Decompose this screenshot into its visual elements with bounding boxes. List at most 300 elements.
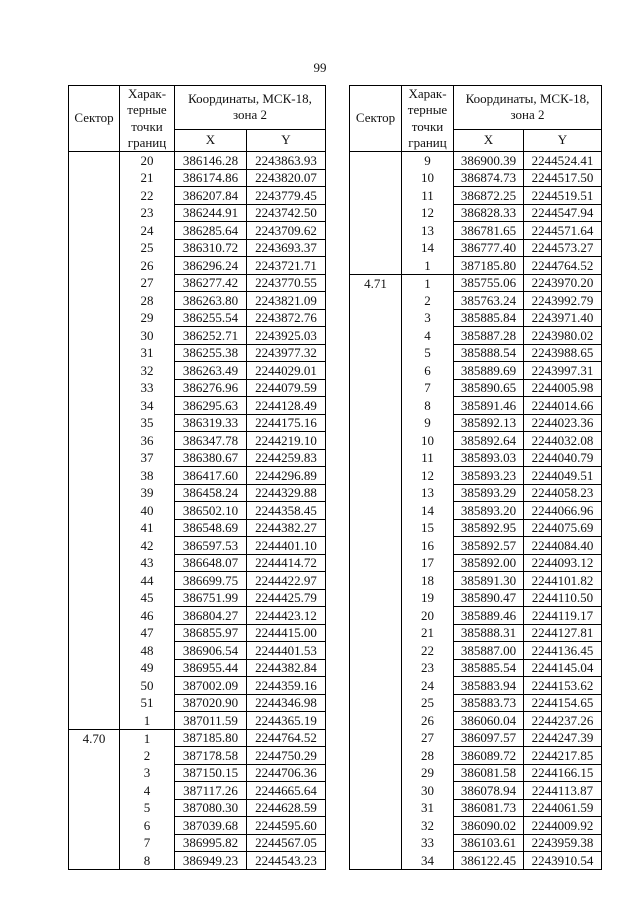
- x-coordinate-cell: 386781.65: [454, 222, 524, 240]
- table-row: [350, 362, 602, 380]
- point-cell: 44: [120, 572, 175, 590]
- header-x: X: [175, 129, 247, 151]
- y-coordinate-cell: 2243959.38: [524, 834, 602, 852]
- sector-cell: [69, 152, 120, 170]
- sector-cell: [350, 309, 402, 327]
- point-cell: 14: [402, 239, 454, 257]
- y-coordinate-cell: 2244423.12: [247, 607, 326, 625]
- y-coordinate-cell: 2243779.45: [247, 187, 326, 205]
- header-points: Харак-терные точки границ: [120, 86, 175, 152]
- y-coordinate-cell: 2243770.55: [247, 274, 326, 292]
- y-coordinate-cell: 2244259.83: [247, 449, 326, 467]
- y-coordinate-cell: 2244573.27: [524, 239, 602, 257]
- sector-cell: [350, 362, 402, 380]
- point-cell: 9: [402, 152, 454, 170]
- point-cell: 41: [120, 519, 175, 537]
- sector-cell: [350, 414, 402, 432]
- point-cell: 11: [402, 449, 454, 467]
- x-coordinate-cell: 385883.94: [454, 677, 524, 695]
- point-cell: 30: [402, 782, 454, 800]
- y-coordinate-cell: 2243863.93: [247, 152, 326, 170]
- sector-cell: [350, 589, 402, 607]
- point-cell: 29: [402, 764, 454, 782]
- sector-cell: [350, 642, 402, 660]
- y-coordinate-cell: 2243910.54: [524, 852, 602, 870]
- point-cell: 6: [120, 817, 175, 835]
- point-cell: 5: [402, 344, 454, 362]
- x-coordinate-cell: 386648.07: [175, 554, 247, 572]
- x-coordinate-cell: 386263.49: [175, 362, 247, 380]
- y-coordinate-cell: 2243970.20: [524, 274, 602, 292]
- x-coordinate-cell: 386949.23: [175, 852, 247, 870]
- sector-cell: [350, 502, 402, 520]
- y-coordinate-cell: 2244145.04: [524, 659, 602, 677]
- table-row: [350, 344, 602, 362]
- sector-cell: [350, 659, 402, 677]
- sector-cell: [69, 169, 120, 187]
- x-coordinate-cell: 385892.95: [454, 519, 524, 537]
- sector-cell: [69, 624, 120, 642]
- coordinates-table-right: [349, 85, 602, 870]
- y-coordinate-cell: 2244014.66: [524, 397, 602, 415]
- point-cell: 24: [402, 677, 454, 695]
- sector-cell: [69, 747, 120, 765]
- x-coordinate-cell: 385888.54: [454, 344, 524, 362]
- sector-cell: [350, 257, 402, 275]
- y-coordinate-cell: 2244079.59: [247, 379, 326, 397]
- x-coordinate-cell: 386263.80: [175, 292, 247, 310]
- y-coordinate-cell: 2244329.88: [247, 484, 326, 502]
- point-cell: 27: [120, 274, 175, 292]
- sector-cell: [69, 379, 120, 397]
- point-cell: 3: [120, 764, 175, 782]
- sector-cell: [350, 239, 402, 257]
- sector-cell: [69, 677, 120, 695]
- point-cell: 7: [120, 834, 175, 852]
- table-row: [69, 309, 326, 327]
- x-coordinate-cell: 387185.80: [175, 729, 247, 747]
- table-row: [69, 799, 326, 817]
- y-coordinate-cell: 2244005.98: [524, 379, 602, 397]
- sector-cell: [350, 292, 402, 310]
- x-coordinate-cell: 386174.86: [175, 169, 247, 187]
- table-row: [350, 484, 602, 502]
- y-coordinate-cell: 2244219.10: [247, 432, 326, 450]
- table-body: [350, 152, 602, 870]
- y-coordinate-cell: 2244524.41: [524, 152, 602, 170]
- point-cell: 31: [402, 799, 454, 817]
- y-coordinate-cell: 2244136.45: [524, 642, 602, 660]
- sector-cell: [350, 817, 402, 835]
- table-row: [350, 379, 602, 397]
- header-sector: Сектор: [69, 86, 120, 152]
- table-row: [69, 834, 326, 852]
- sector-cell: [350, 782, 402, 800]
- point-cell: 6: [402, 362, 454, 380]
- sector-cell: [350, 379, 402, 397]
- x-coordinate-cell: 386906.54: [175, 642, 247, 660]
- table-row: [69, 589, 326, 607]
- sector-cell: [350, 747, 402, 765]
- sector-cell: [69, 274, 120, 292]
- point-cell: 21: [120, 169, 175, 187]
- y-coordinate-cell: 2243709.62: [247, 222, 326, 240]
- header-coordinates: Координаты, МСК-18, зона 2: [175, 86, 326, 130]
- table-row: [350, 204, 602, 222]
- sector-cell: [69, 799, 120, 817]
- sector-cell: [69, 659, 120, 677]
- table-row: [350, 764, 602, 782]
- point-cell: 48: [120, 642, 175, 660]
- point-cell: 28: [402, 747, 454, 765]
- point-cell: 43: [120, 554, 175, 572]
- sector-cell: [350, 852, 402, 870]
- y-coordinate-cell: 2244237.26: [524, 712, 602, 730]
- x-coordinate-cell: 385893.20: [454, 502, 524, 520]
- x-coordinate-cell: 385883.73: [454, 694, 524, 712]
- sector-cell: [350, 694, 402, 712]
- table-row: [350, 694, 602, 712]
- point-cell: 11: [402, 187, 454, 205]
- table-row: [69, 764, 326, 782]
- x-coordinate-cell: 386081.58: [454, 764, 524, 782]
- sector-cell: [350, 169, 402, 187]
- x-coordinate-cell: 386285.64: [175, 222, 247, 240]
- header-coordinates: Координаты, МСК-18, зона 2: [454, 86, 602, 130]
- table-row: [350, 589, 602, 607]
- x-coordinate-cell: 387178.58: [175, 747, 247, 765]
- point-cell: 13: [402, 484, 454, 502]
- table-row: [350, 729, 602, 747]
- table-row: [69, 222, 326, 240]
- x-coordinate-cell: 387185.80: [454, 257, 524, 275]
- sector-cell: [69, 554, 120, 572]
- x-coordinate-cell: 387002.09: [175, 677, 247, 695]
- point-cell: 8: [402, 397, 454, 415]
- y-coordinate-cell: 2244543.23: [247, 852, 326, 870]
- table-row: [69, 659, 326, 677]
- sector-cell: [350, 519, 402, 537]
- table-row: [69, 852, 326, 870]
- sector-cell: [350, 187, 402, 205]
- sector-cell: [350, 712, 402, 730]
- x-coordinate-cell: 385891.46: [454, 397, 524, 415]
- x-coordinate-cell: 385889.46: [454, 607, 524, 625]
- point-cell: 50: [120, 677, 175, 695]
- x-coordinate-cell: 387150.15: [175, 764, 247, 782]
- point-cell: 2: [120, 747, 175, 765]
- point-cell: 9: [402, 414, 454, 432]
- table-row: [69, 239, 326, 257]
- table-row: [69, 362, 326, 380]
- x-coordinate-cell: 386855.97: [175, 624, 247, 642]
- point-cell: 16: [402, 537, 454, 555]
- header-sector: Сектор: [350, 86, 402, 152]
- table-row: [350, 747, 602, 765]
- y-coordinate-cell: 2244127.81: [524, 624, 602, 642]
- sector-cell: [69, 589, 120, 607]
- y-coordinate-cell: 2243821.09: [247, 292, 326, 310]
- x-coordinate-cell: 386874.73: [454, 169, 524, 187]
- y-coordinate-cell: 2244628.59: [247, 799, 326, 817]
- x-coordinate-cell: 386804.27: [175, 607, 247, 625]
- x-coordinate-cell: 385892.00: [454, 554, 524, 572]
- point-cell: 29: [120, 309, 175, 327]
- table-row: [69, 729, 326, 747]
- y-coordinate-cell: 2243977.32: [247, 344, 326, 362]
- point-cell: 4: [120, 782, 175, 800]
- point-cell: 5: [120, 799, 175, 817]
- sector-cell: [69, 519, 120, 537]
- y-coordinate-cell: 2244175.16: [247, 414, 326, 432]
- point-cell: 25: [402, 694, 454, 712]
- sector-cell: [69, 642, 120, 660]
- sector-cell: [69, 834, 120, 852]
- point-cell: 51: [120, 694, 175, 712]
- x-coordinate-cell: 386597.53: [175, 537, 247, 555]
- y-coordinate-cell: 2244517.50: [524, 169, 602, 187]
- table-row: [69, 677, 326, 695]
- point-cell: 24: [120, 222, 175, 240]
- point-cell: 40: [120, 502, 175, 520]
- sector-cell: [350, 397, 402, 415]
- table-row: [350, 414, 602, 432]
- sector-cell: [69, 607, 120, 625]
- sector-cell: [350, 624, 402, 642]
- sector-cell: [350, 152, 402, 170]
- y-coordinate-cell: 2244401.10: [247, 537, 326, 555]
- y-coordinate-cell: 2244119.17: [524, 607, 602, 625]
- page-number: 99: [313, 60, 327, 75]
- x-coordinate-cell: 386310.72: [175, 239, 247, 257]
- table-row: [350, 537, 602, 555]
- table-row: [350, 519, 602, 537]
- table-row: [69, 379, 326, 397]
- point-cell: 42: [120, 537, 175, 555]
- point-cell: 26: [120, 257, 175, 275]
- sector-cell: [350, 834, 402, 852]
- sector-cell: [69, 484, 120, 502]
- sector-cell: 4.70: [69, 729, 120, 747]
- table-row: [69, 449, 326, 467]
- table-row: [350, 169, 602, 187]
- sector-cell: [350, 467, 402, 485]
- point-cell: 37: [120, 449, 175, 467]
- sector-cell: [69, 712, 120, 730]
- y-coordinate-cell: 2244571.64: [524, 222, 602, 240]
- point-cell: 36: [120, 432, 175, 450]
- y-coordinate-cell: 2244595.60: [247, 817, 326, 835]
- point-cell: 35: [120, 414, 175, 432]
- y-coordinate-cell: 2243997.31: [524, 362, 602, 380]
- y-coordinate-cell: 2244382.27: [247, 519, 326, 537]
- x-coordinate-cell: 386955.44: [175, 659, 247, 677]
- y-coordinate-cell: 2244665.64: [247, 782, 326, 800]
- table-row: [69, 274, 326, 292]
- x-coordinate-cell: 385888.31: [454, 624, 524, 642]
- sector-cell: [350, 554, 402, 572]
- y-coordinate-cell: 2244422.97: [247, 572, 326, 590]
- point-cell: 8: [120, 852, 175, 870]
- y-coordinate-cell: 2244359.16: [247, 677, 326, 695]
- point-cell: 22: [402, 642, 454, 660]
- y-coordinate-cell: 2244101.82: [524, 572, 602, 590]
- y-coordinate-cell: 2244166.15: [524, 764, 602, 782]
- sector-cell: [350, 677, 402, 695]
- sector-cell: [69, 309, 120, 327]
- table-row: [350, 642, 602, 660]
- table-row: [350, 222, 602, 240]
- x-coordinate-cell: 387117.26: [175, 782, 247, 800]
- point-cell: 21: [402, 624, 454, 642]
- point-cell: 1: [120, 712, 175, 730]
- x-coordinate-cell: 385891.30: [454, 572, 524, 590]
- point-cell: 23: [402, 659, 454, 677]
- header-points: Харак-терные точки границ: [402, 86, 454, 152]
- point-cell: 30: [120, 327, 175, 345]
- sector-cell: [69, 204, 120, 222]
- sector-cell: [69, 239, 120, 257]
- point-cell: 19: [402, 589, 454, 607]
- x-coordinate-cell: 385885.54: [454, 659, 524, 677]
- table-row: [350, 502, 602, 520]
- point-cell: 2: [402, 292, 454, 310]
- header-y: Y: [524, 129, 602, 151]
- x-coordinate-cell: 386548.69: [175, 519, 247, 537]
- x-coordinate-cell: 386347.78: [175, 432, 247, 450]
- table-row: [69, 414, 326, 432]
- point-cell: 1: [402, 274, 454, 292]
- x-coordinate-cell: 386060.04: [454, 712, 524, 730]
- y-coordinate-cell: 2244009.92: [524, 817, 602, 835]
- y-coordinate-cell: 2243872.76: [247, 309, 326, 327]
- sector-cell: [350, 799, 402, 817]
- coordinates-table-left: [68, 85, 326, 870]
- x-coordinate-cell: 386078.94: [454, 782, 524, 800]
- point-cell: 12: [402, 204, 454, 222]
- table-row: [350, 397, 602, 415]
- point-cell: 4: [402, 327, 454, 345]
- sector-cell: [350, 484, 402, 502]
- y-coordinate-cell: 2243988.65: [524, 344, 602, 362]
- point-cell: 1: [402, 257, 454, 275]
- x-coordinate-cell: 385893.23: [454, 467, 524, 485]
- x-coordinate-cell: 385887.00: [454, 642, 524, 660]
- x-coordinate-cell: 387039.68: [175, 817, 247, 835]
- x-coordinate-cell: 386255.38: [175, 344, 247, 362]
- point-cell: 10: [402, 169, 454, 187]
- y-coordinate-cell: 2244247.39: [524, 729, 602, 747]
- table-row: [69, 642, 326, 660]
- y-coordinate-cell: 2243925.03: [247, 327, 326, 345]
- x-coordinate-cell: 385755.06: [454, 274, 524, 292]
- x-coordinate-cell: 386244.91: [175, 204, 247, 222]
- sector-cell: [350, 204, 402, 222]
- point-cell: 46: [120, 607, 175, 625]
- table-row: [69, 204, 326, 222]
- table-row: [69, 624, 326, 642]
- table-row: [69, 554, 326, 572]
- table-row: [69, 397, 326, 415]
- x-coordinate-cell: 386828.33: [454, 204, 524, 222]
- point-cell: 33: [120, 379, 175, 397]
- table-row: [350, 554, 602, 572]
- y-coordinate-cell: 2244153.62: [524, 677, 602, 695]
- sector-cell: [350, 432, 402, 450]
- x-coordinate-cell: 386255.54: [175, 309, 247, 327]
- table-row: [69, 344, 326, 362]
- y-coordinate-cell: 2243820.07: [247, 169, 326, 187]
- table-row: [69, 817, 326, 835]
- point-cell: 23: [120, 204, 175, 222]
- sector-cell: [69, 449, 120, 467]
- point-cell: 32: [120, 362, 175, 380]
- table-row: [69, 607, 326, 625]
- table-row: [350, 449, 602, 467]
- x-coordinate-cell: 385892.13: [454, 414, 524, 432]
- point-cell: 38: [120, 467, 175, 485]
- x-coordinate-cell: 386380.67: [175, 449, 247, 467]
- sector-cell: [350, 449, 402, 467]
- sector-cell: [350, 572, 402, 590]
- table-row: [350, 309, 602, 327]
- sector-cell: [69, 782, 120, 800]
- table-row: [350, 624, 602, 642]
- table-row: [69, 432, 326, 450]
- x-coordinate-cell: 386699.75: [175, 572, 247, 590]
- x-coordinate-cell: 387020.90: [175, 694, 247, 712]
- table-row: [350, 607, 602, 625]
- table-row: [350, 659, 602, 677]
- point-cell: 25: [120, 239, 175, 257]
- point-cell: 7: [402, 379, 454, 397]
- table-row: [350, 799, 602, 817]
- y-coordinate-cell: 2243693.37: [247, 239, 326, 257]
- x-coordinate-cell: 387011.59: [175, 712, 247, 730]
- sector-cell: [69, 467, 120, 485]
- table-row: [350, 852, 602, 870]
- x-coordinate-cell: 386872.25: [454, 187, 524, 205]
- table-row: [69, 537, 326, 555]
- point-cell: 22: [120, 187, 175, 205]
- sector-cell: [350, 222, 402, 240]
- y-coordinate-cell: 2244128.49: [247, 397, 326, 415]
- table-row: [69, 187, 326, 205]
- y-coordinate-cell: 2244414.72: [247, 554, 326, 572]
- table-row: [350, 677, 602, 695]
- y-coordinate-cell: 2244040.79: [524, 449, 602, 467]
- x-coordinate-cell: 386777.40: [454, 239, 524, 257]
- header-x: X: [454, 129, 524, 151]
- x-coordinate-cell: 386207.84: [175, 187, 247, 205]
- y-coordinate-cell: 2244093.12: [524, 554, 602, 572]
- point-cell: 1: [120, 729, 175, 747]
- sector-cell: [69, 222, 120, 240]
- point-cell: 20: [402, 607, 454, 625]
- sector-cell: [69, 344, 120, 362]
- y-coordinate-cell: 2244049.51: [524, 467, 602, 485]
- point-cell: 18: [402, 572, 454, 590]
- table-row: [350, 572, 602, 590]
- y-coordinate-cell: 2244567.05: [247, 834, 326, 852]
- table-row: [350, 782, 602, 800]
- y-coordinate-cell: 2244084.40: [524, 537, 602, 555]
- sector-cell: [350, 607, 402, 625]
- y-coordinate-cell: 2243980.02: [524, 327, 602, 345]
- x-coordinate-cell: 386252.71: [175, 327, 247, 345]
- y-coordinate-cell: 2244519.51: [524, 187, 602, 205]
- table-row: [350, 292, 602, 310]
